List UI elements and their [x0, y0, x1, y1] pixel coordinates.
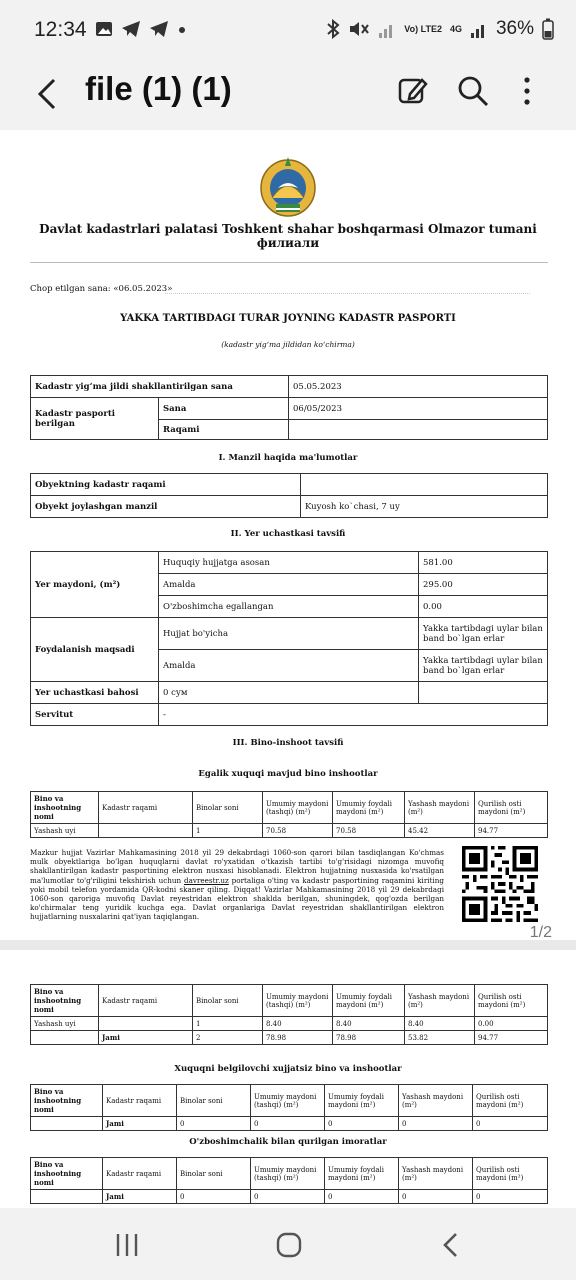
signal-icon: [378, 19, 396, 39]
table-cell: -: [159, 704, 548, 726]
legal-notice: [30, 848, 444, 922]
table-header: Qurilish osti maydoni (m²): [473, 1158, 548, 1190]
table-cell: [289, 420, 548, 440]
home-icon[interactable]: [272, 1228, 306, 1262]
table-header: Umumiy foydali maydoni (m²): [325, 1158, 399, 1190]
table-header: Qurilish osti maydoni (m²): [475, 985, 548, 1017]
table-header: Kadastr raqami: [99, 792, 193, 824]
table-header: Umumiy foydali maydoni (m²): [325, 1085, 399, 1117]
table-cell: 0: [399, 1117, 473, 1131]
table-header: Umumiy foydali maydoni (m²): [333, 792, 405, 824]
buildings-table-continued: [30, 984, 548, 1045]
navigation-bar: [0, 1208, 576, 1280]
table-cell: Obyekt joylashgan manzil: [31, 496, 301, 518]
status-bar: [0, 0, 576, 62]
table-cell: 8.40: [333, 1017, 405, 1031]
table-cell: 0: [177, 1117, 251, 1131]
table-header: Kadastr raqami: [99, 985, 193, 1017]
table-cell: 1: [193, 1017, 263, 1031]
registry-link[interactable]: davreestr.uz: [184, 875, 229, 885]
gallery-icon: [95, 20, 113, 38]
notice-text: portaliga o'ting va kadastr pasportining raqamini kiriting yoki mobil telefon yordamida QR-kodni skaner qiling. Diqqat! Vazirlar Mahkamasining 2018 yil 29 dekabrdagi 1060-son qaroriga muvofiq Davlat reyestridan elektron shaklda berilgan, shuningdek, qog'ozda berilgan ko'chirmalar teng yuridik kuchga ega. Davlat organlariga Davlat reyestridan shakllantirilgan elektron hujjatlarning nusxalarini qat'iyan taqiqlangan.: [30, 875, 444, 922]
table-header: Kadastr raqami: [103, 1085, 177, 1117]
table-cell: Servitut: [31, 704, 159, 726]
divider: [30, 262, 548, 263]
table-cell: 06/05/2023: [289, 398, 548, 420]
table-cell: Huquqiy hujjatga asosan: [159, 552, 419, 574]
table-row: [31, 824, 548, 838]
section-heading: O'zboshimchalik bilan qurilgan imoratlar: [189, 1137, 387, 1147]
table-cell: 0: [177, 1190, 251, 1204]
unauthorized-buildings-table: [30, 1157, 548, 1204]
table-header: Bino va inshootning nomi: [31, 985, 99, 1017]
battery-icon: [542, 18, 554, 40]
table-header: Qurilish osti maydoni (m²): [473, 1085, 548, 1117]
table-header: Umumiy maydoni (tashqi) (m²): [263, 792, 333, 824]
table-header: Umumiy maydoni (tashqi) (m²): [251, 1158, 325, 1190]
table-cell: Kuyosh ko`chasi, 7 uy: [301, 496, 548, 518]
table-header: Binolar soni: [193, 985, 263, 1017]
table-cell: Jami: [103, 1117, 177, 1131]
table-row: [31, 1017, 548, 1031]
section-heading: Egalik xuquqi mavjud bino inshootlar: [198, 769, 378, 779]
table-cell: 8.40: [263, 1017, 333, 1031]
table-cell: 8.40: [405, 1017, 475, 1031]
table-row: [31, 1031, 548, 1045]
table-cell: Kadastr pasporti berilgan: [31, 398, 159, 440]
table-cell: Raqami: [159, 420, 289, 440]
table-cell: Yashash uyi: [31, 824, 99, 838]
table-row: [31, 1190, 548, 1204]
table-cell: 53.82: [405, 1031, 475, 1045]
table-cell: Yashash uyi: [31, 1017, 99, 1031]
table-cell: 295.00: [419, 574, 548, 596]
buildings-table: [30, 791, 548, 838]
table-cell: O'zboshimcha egallangan: [159, 596, 419, 618]
table-cell: 78.98: [263, 1031, 333, 1045]
table-cell: Yakka tartibdagi uylar bilan band bo`lgan erlar: [419, 618, 548, 650]
back-arrow-icon[interactable]: [30, 74, 70, 114]
notice-text: Mazkur hujjat Vazirlar Mahkamasining 2018 yil 29 dekabrdagi 1060-son qarori bilan tasdiqlangan Ko'chmas mulk obyektlariga bo'lgan huquqlarni davlat ro'yxatidan o'tkazish tartibi to'g'risidagi nizomga muvofiq shakllantirilgan kadastr pasportining elektron nusxasi hisoblanadi. Elektron hujjatning nusxasida ko'rsatilgan ma'lumotlar to'g'riligini tekshirish uchun: [30, 848, 444, 885]
table-cell: 94.77: [475, 824, 548, 838]
table-row: [31, 1117, 548, 1131]
table-header: Binolar soni: [177, 1085, 251, 1117]
document-viewer[interactable]: [0, 130, 576, 1208]
notification-icons: [95, 20, 187, 38]
document-page-2: [0, 950, 576, 1208]
battery-percent: 36%: [495, 18, 534, 39]
table-cell: 1: [193, 824, 263, 838]
divider: [165, 293, 530, 294]
table-cell: 0: [325, 1190, 399, 1204]
table-header: Yashash maydoni (m²): [399, 1085, 473, 1117]
table-cell: Yer maydoni, (m²): [31, 552, 159, 618]
telegram-icon: [121, 20, 141, 38]
table-cell: 581.00: [419, 552, 548, 574]
table-cell: [99, 824, 193, 838]
table-cell: 0.00: [475, 1017, 548, 1031]
table-cell: 0: [399, 1190, 473, 1204]
table-cell: Yer uchastkasi bahosi: [31, 682, 159, 704]
table-header: Qurilish osti maydoni (m²): [475, 792, 548, 824]
table-cell: 05.05.2023: [289, 376, 548, 398]
back-nav-icon[interactable]: [434, 1228, 468, 1262]
network-label: Vo) LTE2: [404, 24, 442, 34]
table-cell: Yakka tartibdagi uylar bilan band bo`lgan erlar: [419, 650, 548, 682]
table-cell: [99, 1017, 193, 1031]
table-cell: 0: [251, 1190, 325, 1204]
file-title: file (1) (1): [85, 70, 232, 107]
signal-icon: [470, 19, 488, 39]
telegram-icon: [149, 20, 169, 38]
app-bar: [0, 62, 576, 128]
table-header: Umumiy maydoni (tashqi) (m²): [263, 985, 333, 1017]
table-cell: [31, 1031, 99, 1045]
page-indicator: 1/2: [529, 924, 552, 941]
mute-icon: [348, 19, 370, 39]
table-cell: 78.98: [333, 1031, 405, 1045]
state-emblem-icon: [258, 154, 318, 218]
document-page-1: [0, 130, 576, 940]
table-cell: [31, 1190, 103, 1204]
table-cell: Jami: [99, 1031, 193, 1045]
bluetooth-icon: [326, 19, 340, 39]
table-header: Bino va inshootning nomi: [31, 1158, 103, 1190]
table-cell: Amalda: [159, 650, 419, 682]
table-header: Yashash maydoni (m²): [405, 792, 475, 824]
table-cell: 0.00: [419, 596, 548, 618]
table-cell: 70.58: [333, 824, 405, 838]
table-header: Umumiy foydali maydoni (m²): [333, 985, 405, 1017]
table-cell: 0: [251, 1117, 325, 1131]
section-heading: III. Bino-inshoot tavsifi: [232, 738, 344, 748]
table-cell: Amalda: [159, 574, 419, 596]
document-title: YAKKA TARTIBDAGI TURAR JOYNING KADASTR PASPORTI: [120, 313, 456, 324]
table-cell: 45.42: [405, 824, 475, 838]
table-cell: Hujjat bo'yicha: [159, 618, 419, 650]
table-cell: 0: [473, 1190, 548, 1204]
system-icons: [326, 18, 554, 40]
table-cell: [301, 474, 548, 496]
section-heading: I. Manzil haqida ma'lumotlar: [218, 453, 358, 463]
table-header: Bino va inshootning nomi: [31, 792, 99, 824]
table-header: Bino va inshootning nomi: [31, 1085, 103, 1117]
table-cell: Foydalanish maqsadi: [31, 618, 159, 682]
table-header: Yashash maydoni (m²): [405, 985, 475, 1017]
table-cell: 0: [473, 1117, 548, 1131]
document-subtitle: (kadastr yig‘ma jildidan ko‘chirma): [221, 340, 355, 349]
table-header: Umumiy maydoni (tashqi) (m²): [251, 1085, 325, 1117]
table-cell: Sana: [159, 398, 289, 420]
section-heading: II. Yer uchastkasi tavsifi: [230, 529, 346, 539]
edit-icon[interactable]: [396, 74, 430, 108]
undocumented-buildings-table: [30, 1084, 548, 1131]
search-icon[interactable]: [456, 74, 490, 108]
table-cell: Obyektning kadastr raqami: [31, 474, 301, 496]
recent-apps-icon[interactable]: [110, 1228, 144, 1262]
print-date: Chop etilgan sana: «06.05.2023»: [30, 284, 173, 294]
table-cell: 0 сум: [159, 682, 419, 704]
cadastre-dates-table: [30, 375, 548, 440]
table-header: Binolar soni: [193, 792, 263, 824]
land-plot-table: [30, 551, 548, 726]
table-cell: [419, 682, 548, 704]
qr-code-icon: [462, 846, 538, 922]
dot-icon: [177, 20, 187, 38]
table-header: Kadastr raqami: [103, 1158, 177, 1190]
more-options-icon[interactable]: [510, 74, 544, 108]
status-time: 12:34: [34, 18, 87, 41]
table-header: Yashash maydoni (m²): [399, 1158, 473, 1190]
table-cell: Kadastr yig‘ma jildi shakllantirilgan sana: [31, 376, 289, 398]
address-table: [30, 473, 548, 518]
table-cell: 0: [325, 1117, 399, 1131]
organization-name: Davlat kadastrlari palatasi Toshkent shahar boshqarmasi Olmazor tumani филиали: [39, 222, 537, 250]
table-cell: 70.58: [263, 824, 333, 838]
table-cell: 94.77: [475, 1031, 548, 1045]
network-type: 4G: [449, 24, 462, 34]
table-cell: 2: [193, 1031, 263, 1045]
table-header: Binolar soni: [177, 1158, 251, 1190]
table-cell: [31, 1117, 103, 1131]
table-cell: Jami: [103, 1190, 177, 1204]
section-heading: Xuquqni belgilovchi xujjatsiz bino va inshootlar: [174, 1064, 402, 1074]
